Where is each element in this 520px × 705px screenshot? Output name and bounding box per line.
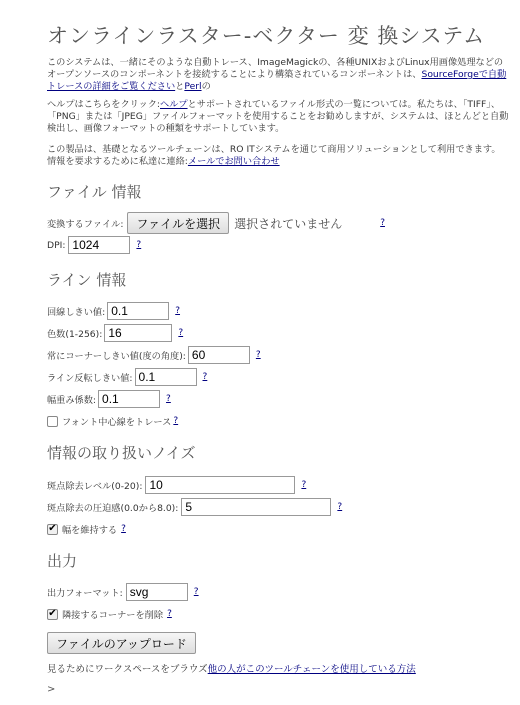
format-input[interactable]: svg — [126, 583, 188, 601]
dpi-row — [47, 234, 141, 256]
dpi-help-link[interactable]: ? — [136, 240, 142, 250]
prompt-marker: > — [47, 684, 56, 695]
intro-paragraph-2 — [47, 99, 509, 135]
despeckle-label: 斑点除去レベル(0-20): — [47, 481, 143, 492]
contact-email-link[interactable]: メールでお問い合わせ — [187, 156, 280, 167]
tightness-input[interactable]: 5 — [181, 498, 331, 516]
file-section-heading: ファイル 情報 — [47, 183, 142, 201]
remove-corners-row — [47, 603, 172, 625]
toolchain-usage-link[interactable]: 他の人がこのツールチェーンを使用している方法 — [207, 664, 416, 675]
intro-text-2a: ヘルプはこちらをクリック: — [47, 99, 160, 110]
choose-file-button[interactable]: ファイルを選択 — [127, 212, 229, 234]
file-row — [47, 212, 385, 234]
intro-text-1-end: の — [201, 81, 211, 92]
remove-corners-label: 隣接するコーナーを削除 — [62, 610, 164, 621]
remove-corners-help-link[interactable]: ? — [167, 609, 172, 619]
intro-text-1: このシステムは、一緒にそのような自動トレース、ImageMagickの、各種UNIXおよびLinux用画像処理などのオープンソースのコンポーネントを接続することにより構築されているコンポーネントは、 — [47, 57, 504, 80]
intro-text-2b: とサポートされているファイル形式の一覧については。私たちは、「TIFF」、「PNG」または「JPEG」ファイルフォーマットを使用することをお勧めしますが、システムは、ほとんどと自動検出し、画像フォーマットの種類をサポートしています。 — [47, 99, 509, 134]
colors-label: 色数(1-256): — [47, 329, 103, 340]
colors-input[interactable]: 16 — [104, 324, 172, 342]
keep-width-row — [47, 518, 126, 540]
centerline-label: フォント中心線をトレース — [62, 417, 172, 428]
sourceforge-link[interactable]: SourceForgeで自動トレースの詳細をご覧ください — [47, 69, 507, 92]
format-row — [47, 581, 199, 603]
keep-width-label: 幅を維持する — [62, 525, 118, 536]
reverse-help-link[interactable]: ? — [202, 372, 208, 382]
noise-section-heading: 情報の取り扱いノイズ — [47, 444, 196, 462]
weight-input[interactable]: 0.1 — [98, 390, 160, 408]
intro-paragraph-1 — [47, 57, 509, 93]
threshold-row — [47, 300, 180, 322]
intro-paragraph-3 — [47, 144, 509, 168]
corner-help-link[interactable]: ? — [255, 350, 261, 360]
dpi-label: DPI: — [47, 239, 66, 251]
page-title: オンラインラスター-ベクター 変 換システム — [47, 24, 486, 48]
output-section-heading: 出力 — [47, 552, 78, 570]
centerline-row — [47, 410, 178, 432]
despeckle-input[interactable]: 10 — [145, 476, 295, 494]
dpi-input[interactable]: 1024 — [68, 236, 130, 254]
file-label: 変換するファイル: — [47, 219, 124, 230]
intro-text-1-mid: と — [175, 81, 185, 92]
file-status: 選択されていません — [234, 216, 343, 231]
upload-row — [47, 632, 196, 654]
line-section-heading: ライン 情報 — [47, 271, 127, 289]
corner-input[interactable]: 60 — [188, 346, 250, 364]
reverse-input[interactable]: 0.1 — [135, 368, 197, 386]
footer-text: 見るためにワークスペースをブラウズ — [47, 664, 208, 675]
keep-width-help-link[interactable]: ? — [121, 524, 126, 534]
upload-button[interactable]: ファイルのアップロード — [47, 632, 196, 654]
keep-width-checkbox[interactable]: ✔ — [48, 523, 57, 534]
reverse-label: ライン反転しきい値: — [47, 373, 133, 384]
weight-help-link[interactable]: ? — [166, 394, 171, 404]
tightness-label: 斑点除去の圧迫感(0.0から8.0): — [47, 503, 179, 514]
weight-label: 幅重み係数: — [47, 395, 97, 406]
threshold-help-link[interactable]: ? — [175, 306, 181, 316]
centerline-help-link[interactable]: ? — [173, 416, 179, 426]
intro-text-3a: この製品は、基礎となるツールチェーンは、RO ITシステムを通じて商用ソリューションとして利用できます。情報を要求するために私達に連絡: — [47, 144, 501, 167]
format-help-link[interactable]: ? — [193, 587, 199, 597]
threshold-label: 回線しきい値: — [47, 307, 106, 318]
corner-label: 常にコーナーしきい値(度の角度): — [47, 351, 186, 362]
centerline-checkbox[interactable] — [47, 416, 58, 427]
corner-row — [47, 344, 261, 366]
help-link[interactable]: ヘルプ — [159, 99, 188, 110]
colors-help-link[interactable]: ? — [178, 328, 184, 338]
remove-corners-checkbox[interactable]: ✔ — [48, 608, 57, 619]
file-help-link[interactable]: ? — [380, 218, 385, 228]
footer-line — [47, 664, 509, 676]
weight-row — [47, 388, 171, 410]
format-label: 出力フォーマット: — [47, 588, 123, 599]
perl-link[interactable]: Perl — [184, 81, 202, 92]
tightness-help-link[interactable]: ? — [337, 502, 343, 512]
colors-row — [47, 322, 183, 344]
tightness-row — [47, 496, 342, 518]
despeckle-help-link[interactable]: ? — [301, 480, 307, 490]
reverse-row — [47, 366, 207, 388]
threshold-input[interactable]: 0.1 — [107, 302, 169, 320]
despeckle-row — [47, 474, 306, 496]
